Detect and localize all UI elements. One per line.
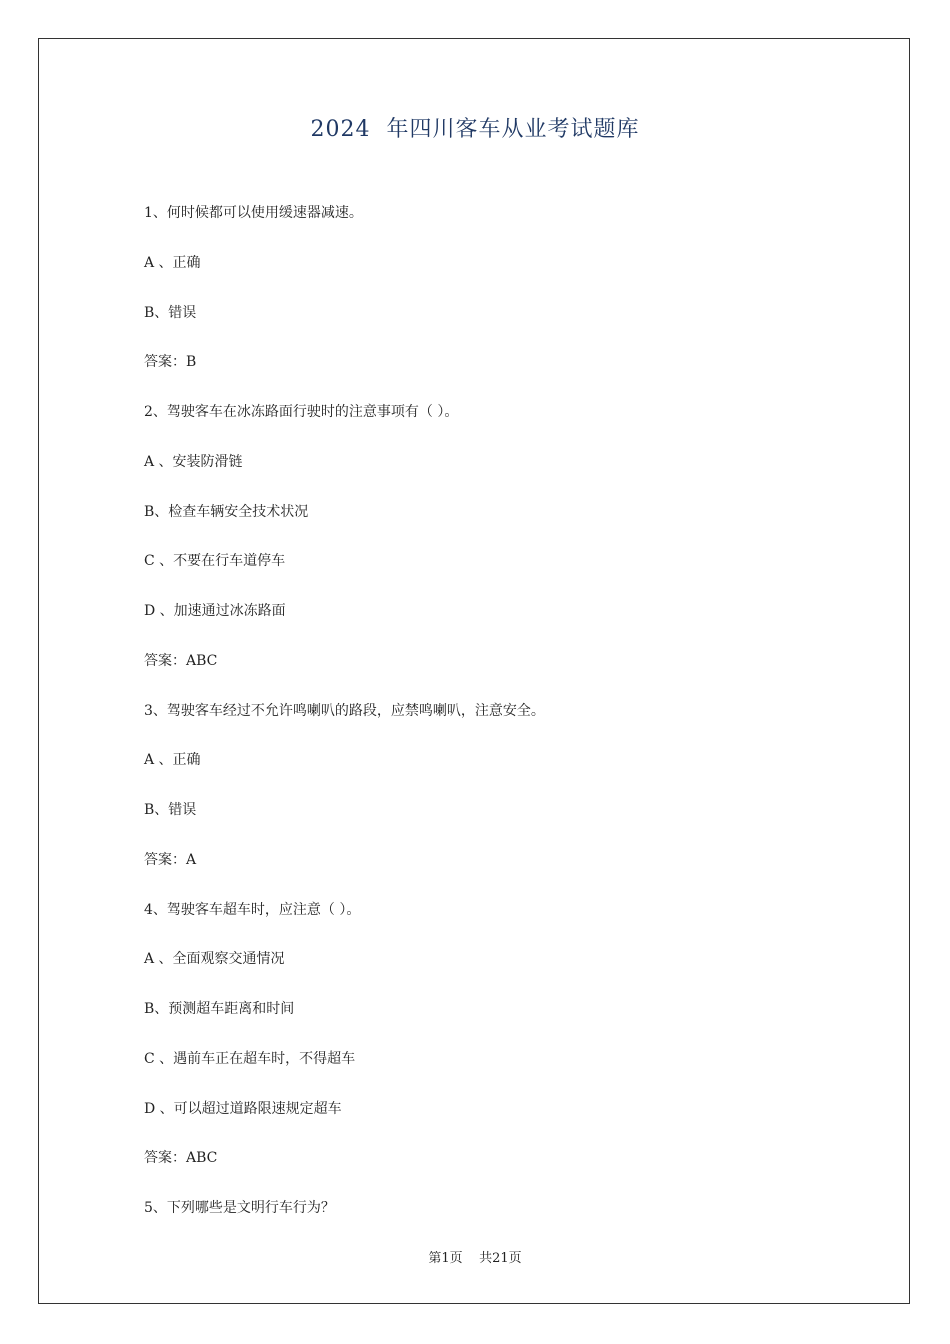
option-text: C 、遇前车正在超车时，不得超车 [144,1050,356,1067]
answer-text: 答案：ABC [144,1150,218,1167]
option-text: B、检查车辆安全技术状况 [144,503,309,520]
page-footer: 第1页 共21页 [428,1251,522,1266]
option-text: A 、安装防滑链 [144,453,243,470]
option-text: B、错误 [144,802,197,818]
option-text: C 、不要在行车道停车 [144,553,286,570]
question-list [144,198,545,1243]
question-text: 2、驾驶客车在冰冻路面行驶时的注意事项有（ ）。 [144,404,459,420]
option-text: A 、全面观察交通情况 [144,951,285,968]
option-text: A 、正确 [144,254,201,271]
option-text: B、预测超车距离和时间 [144,1001,295,1017]
option-text: D 、加速通过冰冻路面 [144,603,286,619]
question-text: 4、驾驶客车超车时，应注意（ ）。 [144,901,361,918]
document-title: 2024 年四川客车从业考试题库 [310,117,640,142]
option-text: B、错误 [144,304,197,321]
answer-text: 答案：B [144,354,197,371]
question-text: 1、何时候都可以使用缓速器减速。 [144,205,363,221]
question-text: 3、驾驶客车经过不允许鸣喇叭的路段，应禁鸣喇叭，注意安全。 [144,702,545,719]
option-text: D 、可以超过道路限速规定超车 [144,1100,342,1117]
answer-text: 答案：A [144,851,197,868]
answer-text: 答案：ABC [144,652,218,669]
question-text: 5、下列哪些是文明行车行为？ [144,1200,335,1216]
option-text: A 、正确 [144,752,201,769]
